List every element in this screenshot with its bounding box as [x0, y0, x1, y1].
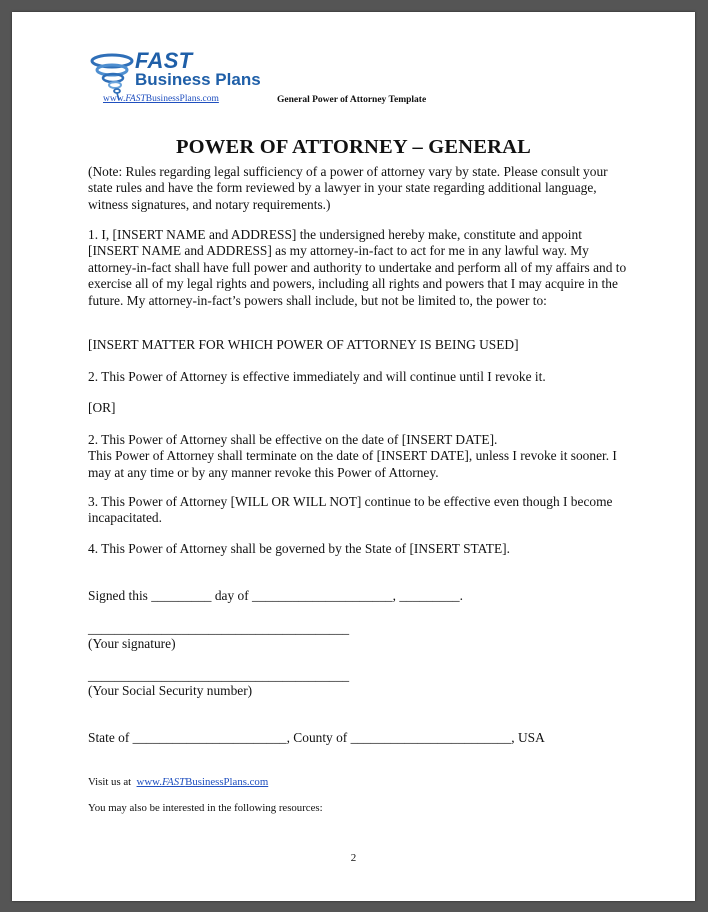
or-line: [OR] [88, 400, 116, 415]
clause-4-paragraph: 4. This Power of Attorney shall be governed by the State of [INSERT STATE]. [88, 541, 510, 556]
ssn-rule: _______________________________________ [88, 668, 350, 683]
logo-fast-text: FAST [135, 48, 193, 73]
signed-line: Signed this _________ day of _____________________, _________. [88, 588, 463, 603]
clause-2b-paragraph [88, 432, 628, 481]
footer-site-link[interactable]: www.FASTBusinessPlans.com [136, 776, 269, 788]
logo-business-plans-text: Business Plans [135, 70, 261, 89]
visit-label: Visit us at [88, 776, 132, 788]
signature-rule: _______________________________________ [88, 621, 350, 636]
visit-us-line [88, 776, 268, 788]
clause-3-paragraph: 3. This Power of Attorney [WILL OR WILL NOT] continue to be effective even though I become incapacitated. [88, 494, 613, 526]
resources-line: You may also be interested in the following resources: [88, 802, 323, 814]
clause-2a-paragraph: 2. This Power of Attorney is effective immediately and will continue until I revoke it. [88, 369, 546, 384]
clause-2b-line-2: This Power of Attorney shall terminate on the date of [INSERT DATE], unless I revoke it sooner. I may at any time or by any manner revoke this Power of Attorney. [88, 448, 617, 480]
ssn-label: (Your Social Security number) [88, 683, 253, 698]
header-site-link[interactable]: www.FASTBusinessPlans.com [103, 94, 219, 104]
template-label: General Power of Attorney Template [277, 95, 427, 105]
document-title: POWER OF ATTORNEY – GENERAL [175, 136, 532, 158]
clause-1-paragraph: 1. I, [INSERT NAME and ADDRESS] the undersigned hereby make, constitute and appoint [INSERT NAME and ADDRESS] as my attorney-in-fact to act for me in any lawful way. My attorney-in-fact shall have full power and authority to undertake and perform all of my affairs and to exercise all of my legal rights and powers, including all rights and powers that I may acquire in the future. My attorney-in-fact’s powers shall include, but not be limited to, the power to: [88, 227, 627, 308]
note-paragraph: (Note: Rules regarding legal sufficiency of a power of attorney vary by state. Please consult your state rules and have the form reviewed by a lawyer in your state regarding additional language, witness signatures, and notary requirements.) [88, 164, 608, 212]
clause-2b-line-1: 2. This Power of Attorney shall be effective on the date of [INSERT DATE]. [88, 432, 498, 447]
state-county-line: State of _______________________, County of ________________________, USA [88, 730, 545, 745]
page-number: 2 [350, 852, 357, 864]
document-page [12, 12, 695, 901]
insert-matter-line: [INSERT MATTER FOR WHICH POWER OF ATTORNEY IS BEING USED] [88, 337, 519, 352]
signature-label: (Your signature) [88, 636, 176, 651]
